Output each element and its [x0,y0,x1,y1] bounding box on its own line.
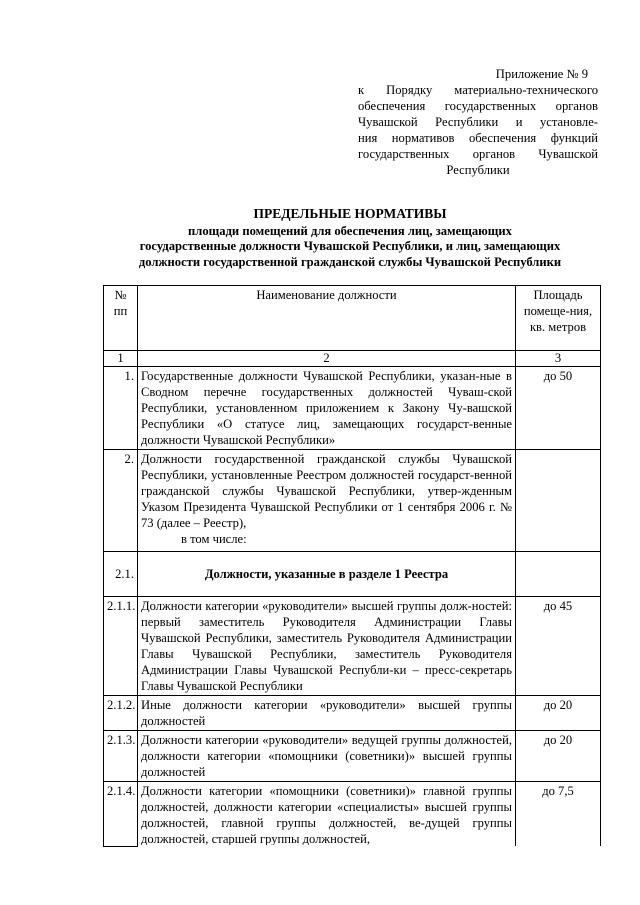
document-subtitle-line: государственные должности Чувашской Республики, и лиц, замещающих [139,239,561,253]
document-subtitle-line: должности государственной гражданской службы Чувашской Республики [138,255,562,269]
row-name: Должности категории «руководители» высшей группы долж-ностей: первый заместитель Руководителя Администрации Главы Чувашской Республики, заместитель Руководителя Администрации Главы Чувашской Республики, заместитель Руководителя Администрации Главы Чувашской Республи-ки – пресс-секретарь Главы Чувашской Республики [138,597,516,696]
row-num: 2.1.2. [104,696,138,731]
row-area: до 20 [516,731,601,782]
table-row [104,597,601,696]
row-num: 2.1.3. [104,731,138,782]
row-num: 2. [104,450,138,552]
row-name [138,782,516,847]
row-name: Должности категории «руководители» ведущей группы должностей, должности категории «помощники (советники)» высшей группы должностей [138,731,516,782]
appendix-note [358,66,598,178]
appendix-line: Чувашской Республики и установле- [358,115,598,129]
row-num: 2.1. [104,552,138,597]
appendix-line: ния нормативов обеспечения функций [358,131,598,145]
appendix-line: государственных органов Чувашской [358,147,598,161]
column-number-row [104,351,601,367]
table-header-row [104,286,601,351]
document-title: ПРЕДЕЛЬНЫЕ НОРМАТИВЫ [253,206,447,221]
row-num: 1. [104,367,138,450]
row-num: 2.1.4. [104,782,138,847]
row-name-text: Должности государственной гражданской службы Чувашской Республики, установленные Реестром должностей государст-венной гражданской службы Чувашской Республики, утвер-жденным Указом Президента Чувашской Республики от 1 сентября 2006 г. № 73 (далее – Реестр), [141,452,512,530]
table-row [104,731,601,782]
header-num: № пп [104,286,138,351]
appendix-number: Приложение № 9 [495,67,588,81]
row-area [516,552,601,597]
row-area: до 7,5 [516,782,601,847]
row-area [516,450,601,552]
col-number: 3 [516,351,601,367]
table-row [104,552,601,597]
row-name: Государственные должности Чувашской Республики, указан-ные в Сводном перечне государственных должностей Чуваш-ской Республики, установленном приложением к Закону Чу-вашской Республики «О статусе лиц, замещающих государст-венные должности Чувашской Республики» [138,367,516,450]
row-name-sub: в том числе: [181,532,247,546]
table-row [104,367,601,450]
col-number: 2 [138,351,516,367]
header-area: Площадь помеще-ния, кв. метров [516,286,601,351]
row-name: Должности, указанные в разделе 1 Реестра [138,552,516,597]
col-number: 1 [104,351,138,367]
row-area: до 45 [516,597,601,696]
table-row [104,696,601,731]
row-name [138,450,516,552]
table-row [104,782,601,847]
row-area: до 50 [516,367,601,450]
appendix-line: Республики [446,163,510,177]
appendix-line: к Порядку материально-технического [358,83,598,97]
row-name: Иные должности категории «руководители» высшей группы должностей [138,696,516,731]
row-name-clip: Должности категории «помощники (советники)» главной группы должностей, должности категории «специалисты» высшей группы должностей, главной группы должностей, ве-дущей группы должностей, старшей группы должностей, [141,784,512,845]
table-row [104,450,601,552]
norms-table [103,285,601,847]
row-area: до 20 [516,696,601,731]
document-subtitle-line: площади помещений для обеспечения лиц, замещающих [188,224,512,238]
header-name: Наименование должности [138,286,516,351]
row-num: 2.1.1. [104,597,138,696]
appendix-line: обеспечения государственных органов [358,99,598,113]
